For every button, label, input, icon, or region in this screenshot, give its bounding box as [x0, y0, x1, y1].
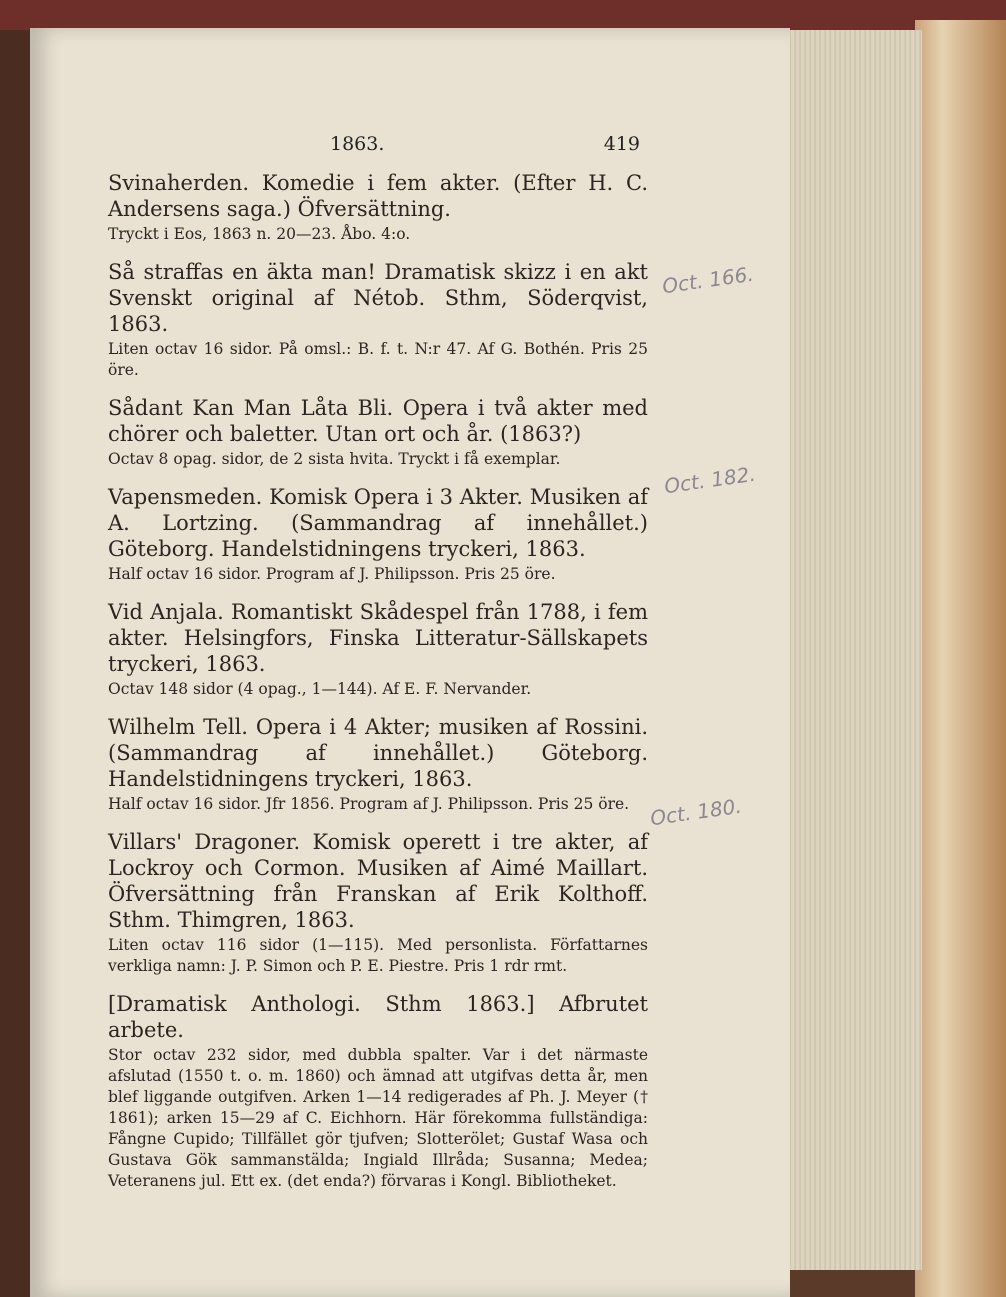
entry-title: Svinaherden. Komedie i fem akter. (Efter H. C. Andersens saga.) Öfversättning. — [108, 171, 648, 221]
entry-note: Tryckt i Eos, 1863 n. 20—23. Åbo. 4:o. — [108, 225, 411, 243]
entry-note: Half octav 16 sidor. Jfr 1856. Program af J. Philipsson. Pris 25 öre. — [108, 795, 630, 813]
back-board — [915, 20, 1006, 1297]
page-number: 419 — [603, 133, 640, 155]
catalog-entry — [108, 484, 648, 585]
entry-title: Wilhelm Tell. Opera i 4 Akter; musiken af Rossini. (Sammandrag af innehållet.) Göteborg. Handelstidningens tryckeri, 1863. — [108, 715, 648, 791]
margin-note: Oct. 180. — [648, 793, 744, 831]
entry-title: [Dramatisk Anthologi. Sthm 1863.] Afbrutet arbete. — [108, 992, 648, 1042]
catalog-entry — [108, 714, 648, 815]
entry-title: Sådant Kan Man Låta Bli. Opera i två akter med chörer och baletter. Utan ort och år. (1863?) — [108, 396, 648, 446]
entry-note: Stor octav 232 sidor, med dubbla spalter. Var i det närmaste afslutad (1550 t. o. m. 1860) och ämnad att utgifvas detta år, men blef liggande outgifven. Arken 1—14 redigerades af Ph. J. Meyer († 1861); arken 15—29 af C. Eichhorn. Här förekomma fullständiga: Fångne Cupido; Tillfället gör tjufven; Slotterölet; Gustaf Wasa och Gustava Gök sammanstälda; Ingiald Illråda; Susanna; Medea; Veteranens jul. Ett ex. (det enda?) förvaras i Kongl. Bibliotheket. — [108, 1046, 648, 1190]
catalog-entry — [108, 259, 648, 381]
catalog-entry — [108, 170, 648, 245]
entry-title: Så straffas en äkta man! Dramatisk skizz i en akt Svenskt original af Nétob. Sthm, Söderqvist, 1863. — [108, 260, 648, 336]
entry-note: Half octav 16 sidor. Program af J. Philipsson. Pris 25 öre. — [108, 565, 556, 583]
catalog-text — [108, 170, 648, 1206]
catalog-entry — [108, 395, 648, 470]
entry-note: Octav 8 opag. sidor, de 2 sista hvita. Tryckt i få exemplar. — [108, 450, 561, 468]
catalog-entry — [108, 829, 648, 977]
margin-note: Oct. 182. — [662, 461, 758, 499]
header-year: 1863. — [330, 133, 385, 155]
margin-note: Oct. 166. — [660, 261, 756, 299]
entry-title: Vapensmeden. Komisk Opera i 3 Akter. Musiken af A. Lortzing. (Sammandrag af innehållet.) Göteborg. Handelstidningens tryckeri, 1863. — [108, 485, 648, 561]
entry-note: Liten octav 16 sidor. På omsl.: B. f. t. N:r 47. Af G. Bothén. Pris 25 öre. — [108, 340, 648, 379]
entry-title: Vid Anjala. Romantiskt Skådespel från 1788, i fem akter. Helsingfors, Finska Litteratur-Sällskapets tryckeri, 1863. — [108, 600, 648, 676]
entry-title: Villars' Dragoner. Komisk operett i tre akter, af Lockroy och Cormon. Musiken af Aimé Maillart. Öfversättning från Franskan af Erik Kolthoff. Sthm. Thimgren, 1863. — [108, 830, 648, 932]
entry-note: Liten octav 116 sidor (1—115). Med personlista. Författarnes verkliga namn: J. P. Simon och P. E. Piestre. Pris 1 rdr rmt. — [108, 936, 648, 975]
entry-note: Octav 148 sidor (4 opag., 1—144). Af E. F. Nervander. — [108, 680, 532, 698]
catalog-entry — [108, 991, 648, 1192]
page-edges — [780, 30, 922, 1270]
catalog-entry — [108, 599, 648, 700]
